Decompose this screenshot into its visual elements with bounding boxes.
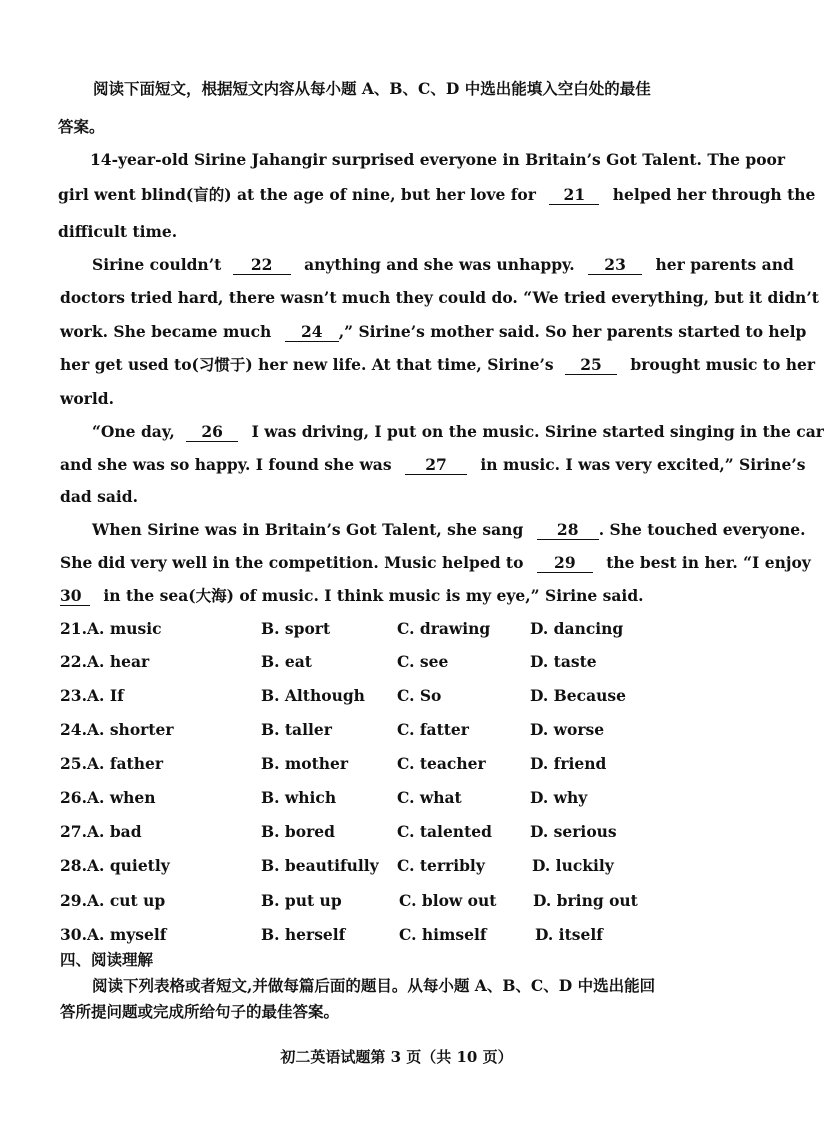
- text: ,” Sirine’s mother said. So her parents started to help: [338, 322, 807, 341]
- option-b: B. Although: [261, 686, 365, 705]
- option-c: C. what: [397, 788, 462, 807]
- text: She did very well in the competition. Music helped to: [60, 553, 524, 572]
- blank-21: 21: [549, 186, 599, 205]
- option-a: A. hear: [87, 652, 150, 671]
- option-a: A. If: [87, 686, 124, 705]
- option-d: D. why: [530, 788, 588, 807]
- text: work. She became much: [60, 322, 272, 341]
- option-a: A. when: [87, 788, 156, 807]
- instruction-line-1: 阅读下面短文，根据短文内容从每小题 A、B、C、D 中选出能填入空白处的最佳: [93, 79, 651, 98]
- question-number: 22.: [60, 652, 87, 671]
- option-c: C. terribly: [397, 856, 485, 875]
- blank-27: 27: [405, 456, 467, 475]
- blank-29: 29: [537, 554, 593, 573]
- passage-p2-line5: world.: [60, 389, 114, 408]
- question-number: 21.: [60, 619, 87, 638]
- passage-p2-line3: [60, 322, 806, 342]
- option-c: C. drawing: [397, 619, 491, 638]
- option-b: B. eat: [261, 652, 312, 671]
- text: the best in her. “I enjoy: [606, 553, 811, 572]
- option-a: A. myself: [87, 925, 167, 944]
- option-a: A. father: [87, 754, 163, 773]
- option-b: B. sport: [261, 619, 331, 638]
- passage-p1-line2: [58, 185, 815, 205]
- option-c: C. teacher: [397, 754, 486, 773]
- option-b: B. put up: [261, 891, 342, 910]
- option-d: D. bring out: [533, 891, 638, 910]
- passage-p3-line2: [60, 455, 805, 475]
- text: her parents and: [655, 255, 794, 274]
- passage-p3-line3: dad said.: [60, 487, 139, 506]
- blank-30: 30: [60, 587, 90, 606]
- option-d: D. serious: [530, 822, 617, 841]
- question-number: 26.: [60, 788, 87, 807]
- option-d: D. itself: [535, 925, 603, 944]
- option-d: D. luckily: [532, 856, 614, 875]
- text: Sirine couldn’t: [92, 255, 222, 274]
- text: in music. I was very excited,” Sirine’s: [480, 455, 806, 474]
- option-b: B. mother: [261, 754, 349, 773]
- option-d: D. Because: [530, 686, 626, 705]
- section4-title: 四、阅读理解: [60, 950, 154, 969]
- option-d: D. taste: [530, 652, 597, 671]
- section4-instruction-2: 答所提问题或完成所给句子的最佳答案。: [60, 1002, 340, 1021]
- passage-p2-line1: [92, 255, 794, 275]
- option-c: C. himself: [399, 925, 487, 944]
- option-a: A. quietly: [87, 856, 170, 875]
- question-number: 23.: [60, 686, 87, 705]
- passage-p1-line3: difficult time.: [58, 222, 178, 241]
- option-a: A. shorter: [87, 720, 174, 739]
- section4-instruction-1: 阅读下列表格或者短文,并做每篇后面的题目。从每小题 A、B、C、D 中选出能回: [92, 976, 656, 995]
- option-a: A. cut up: [87, 891, 166, 910]
- text: in the sea(大海) of music. I think music is my eye,” Sirine said.: [103, 586, 644, 605]
- text: When Sirine was in Britain’s Got Talent, she sang: [92, 520, 524, 539]
- text: and she was so happy. I found she was: [60, 455, 392, 474]
- passage-p3-line1: [92, 422, 824, 442]
- blank-24: 24: [285, 323, 339, 342]
- blank-28: 28: [537, 521, 599, 540]
- question-number: 29.: [60, 891, 87, 910]
- option-c: C. fatter: [397, 720, 469, 739]
- question-number: 27.: [60, 822, 87, 841]
- text: helped her through the: [612, 185, 816, 204]
- instruction-line-2: 答案。: [58, 117, 105, 136]
- question-number: 28.: [60, 856, 87, 875]
- option-a: A. music: [87, 619, 162, 638]
- option-c: C. blow out: [399, 891, 497, 910]
- blank-25: 25: [565, 356, 617, 375]
- passage-p2-line4: [60, 355, 815, 375]
- passage-p4-line1: [92, 520, 806, 540]
- question-number: 25.: [60, 754, 87, 773]
- passage-p4-line3: [60, 586, 644, 606]
- question-number: 24.: [60, 720, 87, 739]
- blank-26: 26: [186, 423, 238, 442]
- text: “One day,: [92, 422, 175, 441]
- option-b: B. which: [261, 788, 337, 807]
- option-d: D. dancing: [530, 619, 624, 638]
- option-b: B. bored: [261, 822, 335, 841]
- option-c: C. talented: [397, 822, 492, 841]
- page-footer: 初二英语试题第 3 页（共 10 页）: [280, 1048, 513, 1066]
- text: anything and she was unhappy.: [304, 255, 575, 274]
- option-c: C. So: [397, 686, 442, 705]
- blank-22: 22: [233, 256, 291, 275]
- question-number: 30.: [60, 925, 87, 944]
- blank-23: 23: [588, 256, 642, 275]
- option-d: D. friend: [530, 754, 607, 773]
- option-a: A. bad: [87, 822, 142, 841]
- text: . She touched everyone.: [598, 520, 806, 539]
- option-b: B. herself: [261, 925, 346, 944]
- passage-p1-line1: 14-year-old Sirine Jahangir surprised everyone in Britain’s Got Talent. The poor: [90, 150, 786, 169]
- text: her get used to(习惯于) her new life. At that time, Sirine’s: [60, 355, 554, 374]
- passage-p2-line2: doctors tried hard, there wasn’t much they could do. “We tried everything, but it didn’t: [60, 288, 819, 307]
- option-d: D. worse: [530, 720, 605, 739]
- text: I was driving, I put on the music. Sirine started singing in the car: [251, 422, 824, 441]
- option-c: C. see: [397, 652, 449, 671]
- text: brought music to her: [630, 355, 815, 374]
- option-b: B. taller: [261, 720, 332, 739]
- text: girl went blind(盲的) at the age of nine, but her love for: [58, 185, 536, 204]
- option-b: B. beautifully: [261, 856, 379, 875]
- passage-p4-line2: [60, 553, 811, 573]
